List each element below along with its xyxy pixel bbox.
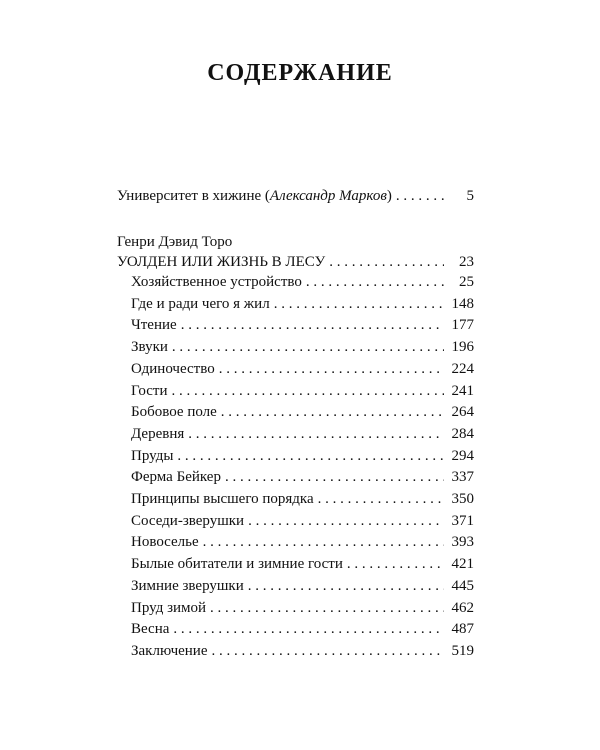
- leader-dots: [203, 532, 444, 552]
- toc-entry-chapter[interactable]: [131, 294, 474, 314]
- page-title: СОДЕРЖАНИЕ: [207, 60, 393, 86]
- toc-entry-chapter[interactable]: [131, 511, 474, 531]
- leader-dots: [225, 467, 444, 487]
- toc-entry-label: Деревня: [131, 425, 185, 442]
- leader-dots: [171, 381, 444, 401]
- leader-dots: [177, 446, 444, 466]
- toc-entry-page: 519: [451, 642, 474, 659]
- toc-entry-page: 5: [466, 188, 474, 204]
- toc-entry-chapter[interactable]: [131, 576, 474, 596]
- toc-entry-chapter[interactable]: [131, 532, 474, 552]
- leader-dots: [248, 511, 444, 531]
- leader-dots: [248, 576, 444, 596]
- toc-entry-page: 421: [451, 556, 474, 573]
- toc-entry-chapter[interactable]: [131, 641, 474, 661]
- toc-entry-page: 177: [451, 317, 474, 334]
- toc-entry-chapter[interactable]: [131, 467, 474, 487]
- toc-entry-label: Пруд зимой: [131, 599, 207, 616]
- toc-entry-chapter[interactable]: [131, 337, 474, 357]
- toc-entry-page: 23: [459, 254, 474, 270]
- toc-entry-chapter[interactable]: [131, 489, 474, 509]
- leader-dots: [306, 272, 444, 292]
- toc-entry-page: 371: [451, 512, 474, 529]
- toc-entry-page: 224: [451, 360, 474, 377]
- toc-entry-chapter[interactable]: [131, 315, 474, 335]
- toc-entry-chapter[interactable]: [131, 402, 474, 422]
- toc-entry-page: 196: [451, 339, 474, 356]
- toc-entry-page: 445: [451, 577, 474, 594]
- toc-entry-page: 462: [451, 599, 474, 616]
- toc-entry-page: 284: [451, 425, 474, 442]
- leader-dots: [212, 641, 445, 661]
- toc-entry-label: Ферма Бейкер: [131, 469, 221, 486]
- toc-entry-chapter[interactable]: [131, 359, 474, 379]
- leader-dots: [347, 554, 444, 574]
- toc-entry-page: 337: [451, 469, 474, 486]
- toc-entry-label: Университет в хижине (Александр Марков): [117, 188, 392, 204]
- toc-entry-label: Звуки: [131, 339, 168, 356]
- toc-entry-label: Новоселье: [131, 534, 199, 551]
- toc-entry-label: Былые обитатели и зимние гости: [131, 556, 343, 573]
- toc-entry-label: Соседи-зверушки: [131, 512, 245, 529]
- leader-dots: [221, 402, 444, 422]
- leader-dots: [181, 315, 444, 335]
- leader-dots: [188, 424, 444, 444]
- toc-entry-page: 294: [451, 447, 474, 464]
- toc-entry-chapter[interactable]: [131, 619, 474, 639]
- toc-entry-label: Чтение: [131, 317, 177, 334]
- toc-entry-label: Весна: [131, 621, 170, 638]
- toc-entry-page: 264: [451, 404, 474, 421]
- toc-entry-chapter[interactable]: [131, 554, 474, 574]
- leader-dots: [318, 489, 444, 509]
- toc-entry-label: Заключение: [131, 642, 208, 659]
- leader-dots: [173, 619, 444, 639]
- toc-entry-label: Где и ради чего я жил: [131, 295, 270, 312]
- toc-entry-label: Пруды: [131, 447, 174, 464]
- toc-entry-page: 350: [451, 491, 474, 507]
- leader-dots: [274, 294, 444, 314]
- toc-entry-page: 393: [451, 534, 474, 551]
- leader-dots: [329, 252, 444, 272]
- toc-entry-page: 25: [459, 274, 474, 290]
- toc-entry-chapter[interactable]: [131, 272, 474, 292]
- toc-entry-page: 148: [451, 295, 474, 312]
- toc-entry-book[interactable]: [117, 252, 474, 272]
- toc-entry-page: 241: [451, 382, 474, 399]
- toc-entry-label: Бобовое поле: [131, 404, 217, 421]
- toc-entry-label: Хозяйственное устройство: [131, 274, 302, 290]
- leader-dots: [396, 186, 444, 206]
- leader-dots: [210, 598, 444, 618]
- toc-entry-chapter[interactable]: [131, 598, 474, 618]
- toc-entry-chapter[interactable]: [131, 424, 474, 444]
- toc-entry-label: Гости: [131, 382, 168, 399]
- toc-entry-label: Принципы высшего порядка: [131, 491, 314, 507]
- toc-entry-intro[interactable]: [117, 186, 474, 206]
- toc-entry-chapter[interactable]: [131, 446, 474, 466]
- toc-entry-chapter[interactable]: [131, 381, 474, 401]
- leader-dots: [219, 359, 444, 379]
- toc-entry-label: Зимние зверушки: [131, 577, 244, 594]
- leader-dots: [172, 337, 444, 357]
- toc-entry-label: Одиночество: [131, 360, 215, 377]
- author-name: Генри Дэвид Торо: [117, 234, 233, 250]
- toc-entry-label: УОЛДЕН ИЛИ ЖИЗНЬ В ЛЕСУ: [117, 254, 326, 270]
- toc-entry-page: 487: [451, 621, 474, 638]
